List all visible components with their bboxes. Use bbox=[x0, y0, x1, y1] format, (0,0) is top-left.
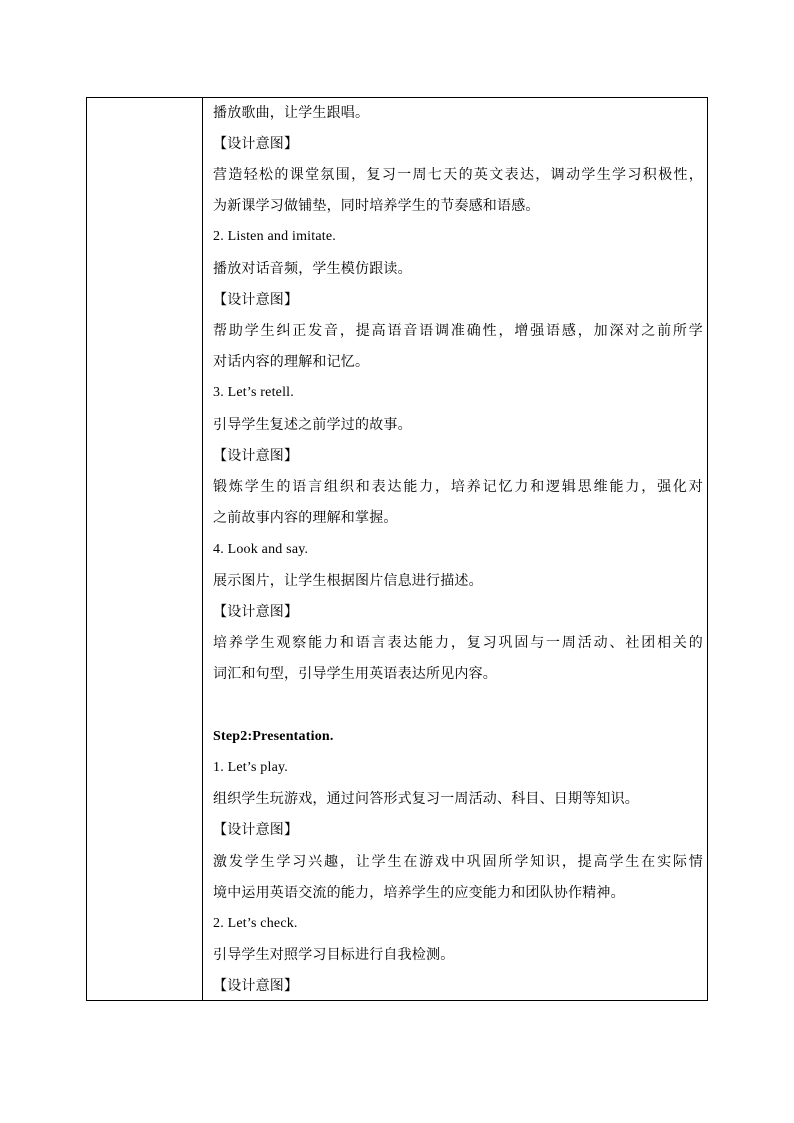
step-item-title: 2. Listen and imitate. bbox=[213, 229, 336, 244]
section-heading: Step2:Presentation. bbox=[213, 729, 334, 744]
text-line: 培养学生观察能力和语言表达能力，复习巩固与一周活动、社团相关的 bbox=[213, 635, 703, 651]
text-line: 锻炼学生的语言组织和表达能力，培养记忆力和逻辑思维能力，强化对 bbox=[213, 479, 703, 495]
text-line: 播放对话音频，学生模仿跟读。 bbox=[213, 261, 412, 277]
text-line: 引导学生对照学习目标进行自我检测。 bbox=[213, 947, 455, 963]
step-item-title: 4. Look and say. bbox=[213, 542, 309, 557]
text-line: 组织学生玩游戏，通过问答形式复习一周活动、科目、日期等知识。 bbox=[213, 791, 639, 807]
text-line: 境中运用英语交流的能力，培养学生的应变能力和团队协作精神。 bbox=[213, 885, 625, 901]
text-line: 激发学生学习兴趣，让学生在游戏中巩固所学知识，提高学生在实际情 bbox=[213, 854, 703, 870]
text-line: 为新课学习做铺垫，同时培养学生的节奏感和语感。 bbox=[213, 198, 540, 214]
content-cell bbox=[203, 98, 707, 1000]
design-intent-heading: 【设计意图】 bbox=[213, 822, 299, 838]
text-line: 播放歌曲，让学生跟唱。 bbox=[213, 105, 370, 121]
design-intent-heading: 【设计意图】 bbox=[213, 292, 299, 308]
design-intent-heading: 【设计意图】 bbox=[213, 604, 299, 620]
text-line: 营造轻松的课堂氛围，复习一周七天的英文表达，调动学生学习积极性， bbox=[213, 167, 703, 183]
step-item-title: 1. Let’s play. bbox=[213, 760, 288, 775]
text-line: 引导学生复述之前学过的故事。 bbox=[213, 417, 412, 433]
text-line: 帮助学生纠正发音，提高语音语调准确性，增强语感，加深对之前所学 bbox=[213, 323, 703, 339]
left-column-cell bbox=[87, 98, 203, 1000]
design-intent-heading: 【设计意图】 bbox=[213, 978, 299, 994]
design-intent-heading: 【设计意图】 bbox=[213, 136, 299, 152]
design-intent-heading: 【设计意图】 bbox=[213, 448, 299, 464]
lesson-plan-table bbox=[86, 97, 708, 1001]
text-line: 展示图片，让学生根据图片信息进行描述。 bbox=[213, 573, 483, 589]
step-item-title: 2. Let’s check. bbox=[213, 916, 298, 931]
text-line: 词汇和句型，引导学生用英语表达所见内容。 bbox=[213, 666, 497, 682]
step-item-title: 3. Let’s retell. bbox=[213, 385, 294, 400]
text-line: 之前故事内容的理解和掌握。 bbox=[213, 510, 398, 526]
text-line: 对话内容的理解和记忆。 bbox=[213, 354, 370, 370]
